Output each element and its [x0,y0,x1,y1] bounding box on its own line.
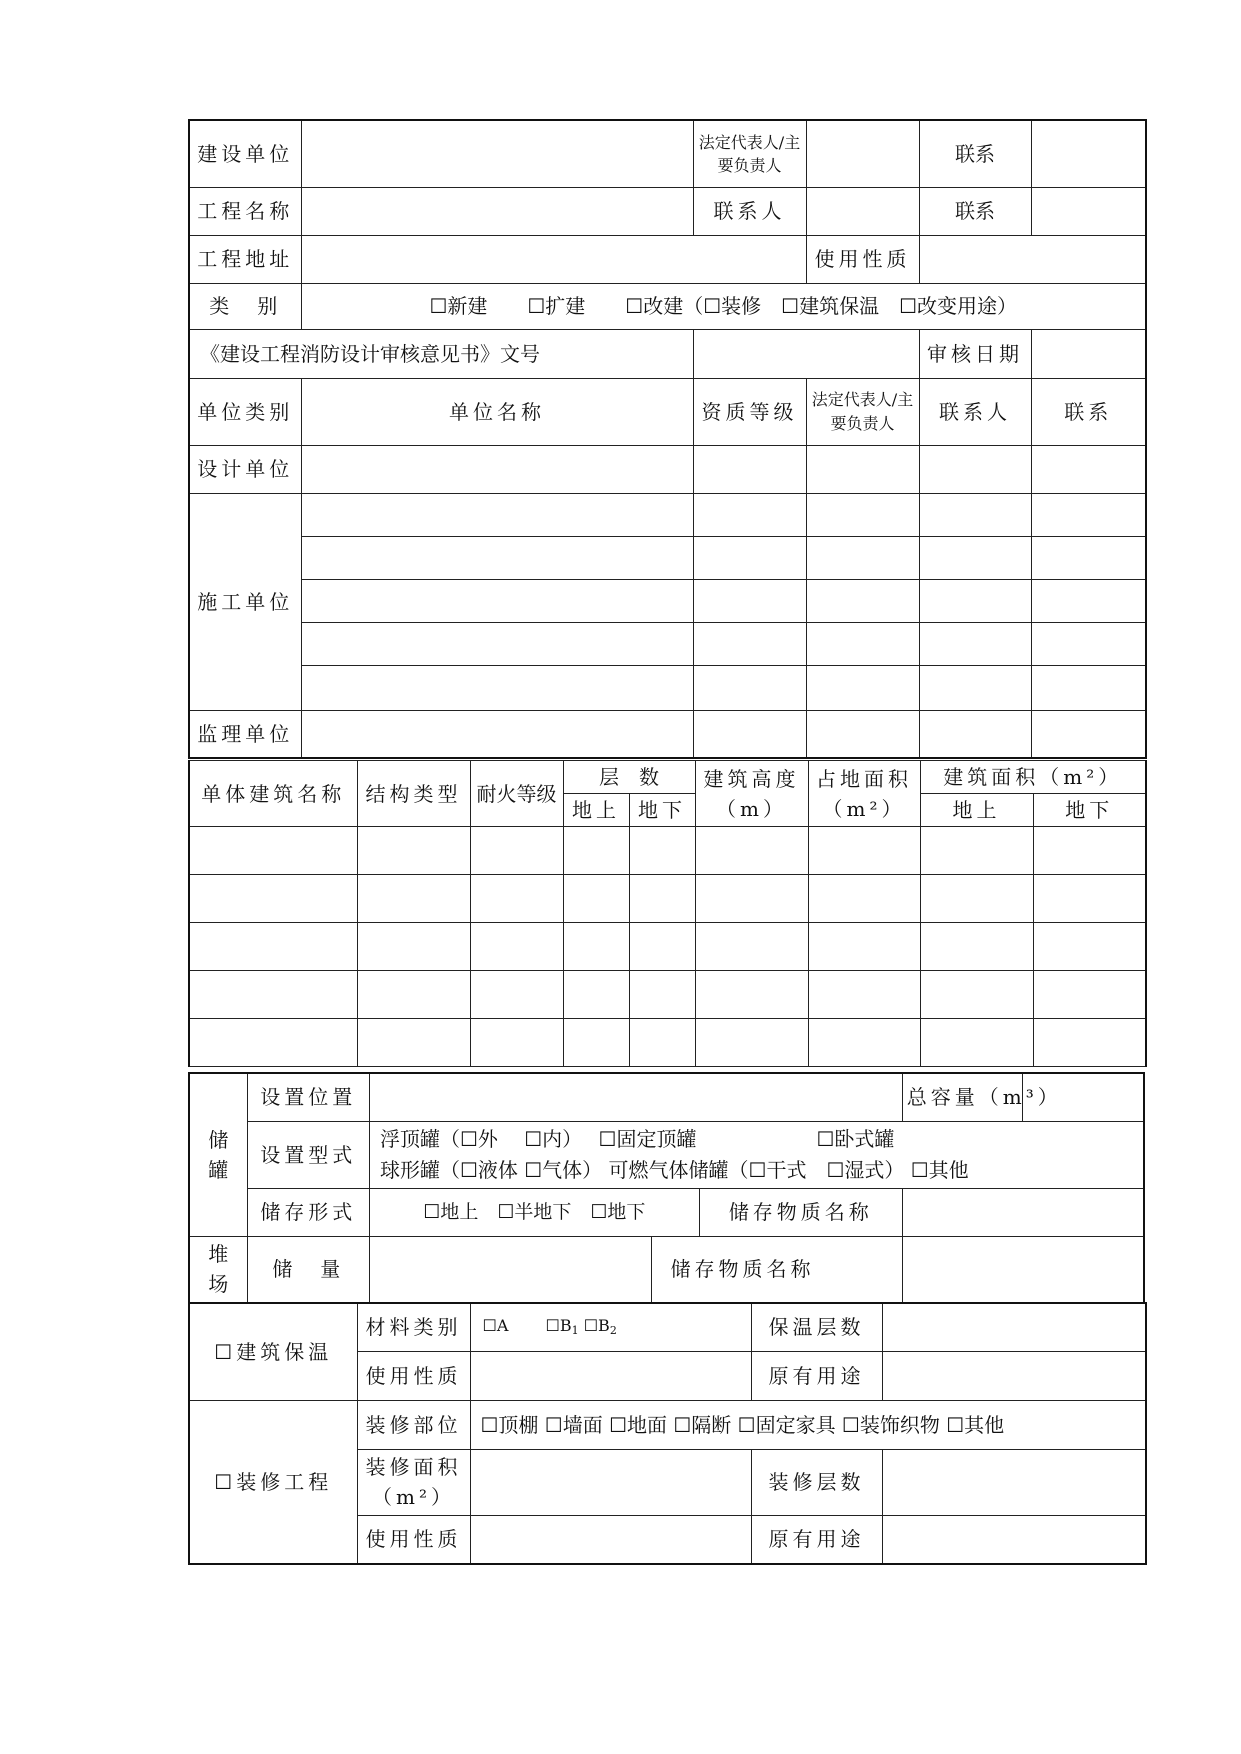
hdr-cengshu-dishang: 地上 [563,794,629,827]
label-shiyong-xingzhi-2: 使用性质 [357,1351,470,1400]
cell[interactable] [470,875,563,923]
hdr-jianzhu-gaodu [695,761,808,827]
label-shigong-danwei: 施工单位 [189,493,301,710]
cell[interactable] [563,1019,629,1067]
tank-type-options[interactable] [369,1121,1144,1188]
hdr-gaodu-label: 建筑高度 [703,766,800,791]
field-zhuangxiu-mianji[interactable] [470,1449,751,1515]
cell[interactable] [1033,971,1146,1019]
cell[interactable] [919,445,1031,493]
cell[interactable] [301,493,693,536]
hdr-jianzhu-mingcheng: 单体建筑名称 [189,761,357,827]
cell[interactable] [189,875,357,923]
cell[interactable] [1031,536,1146,579]
cell[interactable] [1031,579,1146,622]
label-duichang: 堆 场 [189,1236,247,1302]
cell[interactable] [1031,493,1146,536]
cell[interactable] [919,579,1031,622]
hdr-lianxiren: 联系人 [919,378,1031,445]
cell[interactable] [695,923,808,971]
hdr-danwei-mingcheng: 单位名称 [301,378,693,445]
tank-type-line1[interactable]: 浮顶罐（☐外 ☐内） ☐固定顶罐 ☐卧式罐 [379,1126,895,1151]
cell[interactable] [470,1019,563,1067]
cell[interactable] [695,1019,808,1067]
label-shiyong-xingzhi-3: 使用性质 [357,1515,470,1564]
label-lianxi-1: 联系 [919,120,1031,187]
material-b1[interactable] [545,1316,579,1338]
cell[interactable] [629,875,695,923]
cell[interactable] [563,875,629,923]
field-yuanyou-yongtu-2[interactable] [882,1515,1146,1564]
cell[interactable] [357,971,470,1019]
zhuangxiu-mianji-unit: （m²） [372,1485,455,1509]
cell[interactable] [563,923,629,971]
cell[interactable] [806,710,919,758]
field-chuliang[interactable] [369,1236,652,1302]
field-lianxiren[interactable] [806,187,919,235]
cell[interactable] [806,665,919,710]
label-shenhe-riqi: 审核日期 [919,329,1031,378]
category-checkboxes[interactable]: ☐新建 ☐扩建 ☐改建（☐装修 ☐建筑保温 ☐改变用途） [301,283,1146,329]
field-lianxi-1[interactable] [1031,120,1146,187]
cell[interactable] [357,875,470,923]
insulation-decoration-table [188,1302,1147,1565]
cell[interactable] [629,1019,695,1067]
cell[interactable] [1033,1019,1146,1067]
cell[interactable] [1031,710,1146,758]
field-zhuangxiu-censhu[interactable] [882,1449,1146,1515]
hdr-gaodu-unit: （m） [716,796,787,821]
hdr-cengshu-dixia: 地下 [629,794,695,827]
hdr-mianji-dishang: 地上 [920,794,1033,827]
hdr-zhandi-mianji [808,761,920,827]
cell[interactable] [808,971,920,1019]
label-gongcheng-dizhi: 工程地址 [189,235,301,283]
label-cailiao-leibie: 材料类别 [357,1303,470,1351]
field-shezhi-weizhi[interactable] [369,1073,902,1121]
label-chucun-wuzhi-2: 储存物质名称 [652,1236,902,1302]
subscript-1: 1 [571,1324,579,1338]
cell[interactable] [919,493,1031,536]
hdr-naihuo-dengji: 耐火等级 [470,761,563,827]
cell[interactable] [806,579,919,622]
cell[interactable] [189,827,357,875]
cell[interactable] [808,827,920,875]
cell[interactable] [357,1019,470,1067]
cell[interactable] [693,665,806,710]
field-jianshe-danwei[interactable] [301,120,693,187]
cell[interactable] [357,923,470,971]
label-fading-daibiao: 法定代表人/主要负责人 [693,120,806,187]
cell[interactable] [629,971,695,1019]
cell[interactable] [189,971,357,1019]
label-yuanyou-yongtu-1: 原有用途 [751,1351,882,1400]
label-gongcheng-mingcheng: 工程名称 [189,187,301,235]
cell[interactable] [470,971,563,1019]
cell[interactable] [693,710,806,758]
label-zhuangxiu-censhu: 装修层数 [751,1449,882,1515]
cell[interactable] [695,875,808,923]
cell[interactable] [189,923,357,971]
project-info-table [188,119,1147,759]
field-gongcheng-mingcheng[interactable] [301,187,693,235]
zhuangxiu-mianji-label: 装修面积 [365,1455,462,1479]
field-chucun-wuzhi-2[interactable] [902,1236,1144,1302]
cell[interactable] [695,971,808,1019]
cell[interactable] [806,493,919,536]
field-yuanyou-yongtu-1[interactable] [882,1351,1146,1400]
label-sheji-danwei: 设计单位 [189,445,301,493]
cell[interactable] [920,971,1033,1019]
cell[interactable] [563,827,629,875]
label-shezhi-xingshi: 设置型式 [247,1121,369,1188]
field-shiyong-xingzhi-3[interactable] [470,1515,751,1564]
cell[interactable] [920,875,1033,923]
hdr-cengshu: 层 数 [563,761,695,794]
building-table [188,760,1147,1067]
cell[interactable] [301,445,693,493]
cell[interactable] [920,1019,1033,1067]
storage-form-options[interactable]: ☐地上 ☐半地下 ☐地下 [369,1188,699,1236]
cell[interactable] [470,827,563,875]
cell[interactable] [301,665,693,710]
cell[interactable] [695,827,808,875]
tank-table [188,1072,1145,1303]
cell[interactable] [1033,923,1146,971]
label-lianxiren: 联系人 [693,187,806,235]
label-zhuangxiu-mianji [357,1449,470,1515]
cell[interactable] [693,445,806,493]
field-shenhe-riqi[interactable] [1031,329,1146,378]
label-shenhe-wenhao: 《建设工程消防设计审核意见书》文号 [189,329,693,378]
cell[interactable] [693,622,806,665]
field-fading-daibiao[interactable] [806,120,919,187]
label-lianxi-2: 联系 [919,187,1031,235]
label-zong-rongliang: 总容量（m³） [902,1073,1022,1121]
cell[interactable] [806,536,919,579]
tank-type-line2[interactable]: 球形罐（☐液体 ☐气体） 可燃气体储罐（☐干式 ☐湿式） ☐其他 [379,1157,969,1182]
field-shenhe-wenhao[interactable] [693,329,919,378]
cell[interactable] [808,1019,920,1067]
hdr-jianzhu-mianji: 建筑面积（m²） [920,761,1146,794]
cell[interactable] [693,493,806,536]
cell[interactable] [301,536,693,579]
cell[interactable] [1033,827,1146,875]
material-b2[interactable] [583,1316,617,1338]
hdr-zizhi-dengji: 资质等级 [693,378,806,445]
material-b1-label: ☐B [545,1316,572,1336]
hdr-mianji-dixia: 地下 [1033,794,1146,827]
material-options[interactable] [470,1303,751,1351]
material-a[interactable]: ☐A [482,1316,509,1336]
label-jianshe-danwei: 建设单位 [189,120,301,187]
hdr-danwei-leibie: 单位类别 [189,378,301,445]
cell[interactable] [1031,445,1146,493]
label-zhuangxiu-buwei: 装修部位 [357,1400,470,1449]
label-chuliang: 储 量 [247,1236,369,1302]
field-gongcheng-dizhi[interactable] [301,235,806,283]
cell[interactable] [920,827,1033,875]
cell[interactable] [563,971,629,1019]
material-b2-label: ☐B [583,1316,610,1336]
field-shiyong-xingzhi-2[interactable] [470,1351,751,1400]
label-shezhi-weizhi: 设置位置 [247,1073,369,1121]
cell[interactable] [629,827,695,875]
cell[interactable] [808,875,920,923]
label-jianli-danwei: 监理单位 [189,710,301,758]
cell[interactable] [919,622,1031,665]
cell[interactable] [301,622,693,665]
label-shiyong-xingzhi: 使用性质 [806,235,919,283]
label-zhuangxiu-gongcheng[interactable]: ☐装修工程 [189,1400,357,1564]
cell[interactable] [470,923,563,971]
cell[interactable] [629,923,695,971]
hdr-zhandi-unit: （m²） [822,796,906,821]
cell[interactable] [920,923,1033,971]
hdr-lianxi: 联系 [1031,378,1146,445]
cell[interactable] [357,827,470,875]
label-chuguan: 储 罐 [189,1073,247,1236]
cell[interactable] [806,445,919,493]
field-lianxi-2[interactable] [1031,187,1146,235]
label-yuanyou-yongtu-2: 原有用途 [751,1515,882,1564]
cell[interactable] [301,710,693,758]
label-leibie: 类 别 [189,283,301,329]
cell[interactable] [693,536,806,579]
cell[interactable] [806,622,919,665]
field-chucun-wuzhi-1[interactable] [902,1188,1144,1236]
cell[interactable] [919,536,1031,579]
label-chucun-wuzhi-1: 储存物质名称 [699,1188,902,1236]
label-baowen-censhu: 保温层数 [751,1303,882,1351]
cell[interactable] [919,665,1031,710]
cell[interactable] [808,923,920,971]
hdr-fading-daibiao: 法定代表人/主要负责人 [806,378,919,445]
cell[interactable] [919,710,1031,758]
cell[interactable] [1031,622,1146,665]
cell[interactable] [1033,875,1146,923]
cell[interactable] [693,579,806,622]
hdr-zhandi-label: 占地面积 [816,766,912,791]
subscript-2: 2 [609,1324,617,1338]
cell[interactable] [1031,665,1146,710]
hdr-jiegou-leixing: 结构类型 [357,761,470,827]
cell[interactable] [301,579,693,622]
decoration-part-options[interactable]: ☐顶棚 ☐墙面 ☐地面 ☐隔断 ☐固定家具 ☐装饰织物 ☐其他 [470,1400,1146,1449]
label-chucun-xingshi: 储存形式 [247,1188,369,1236]
field-shiyong-xingzhi[interactable] [919,235,1146,283]
field-baowen-censhu[interactable] [882,1303,1146,1351]
cell[interactable] [189,1019,357,1067]
label-jianzhu-baowen[interactable]: ☐建筑保温 [189,1303,357,1400]
